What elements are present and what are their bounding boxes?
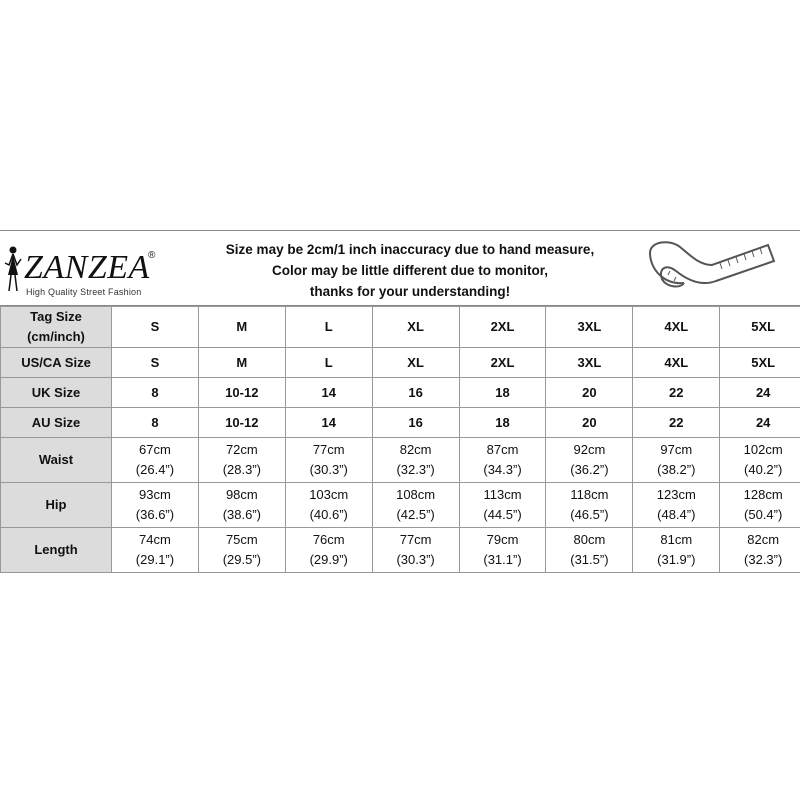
cm-value: 81cm bbox=[660, 532, 693, 547]
disclaimer-note bbox=[205, 239, 615, 302]
size-cell: 10-12 bbox=[198, 378, 285, 408]
registered-mark: ® bbox=[148, 250, 156, 261]
row-label: UK Size bbox=[1, 378, 112, 408]
inch-value: (32.3”) bbox=[744, 552, 783, 567]
size-table bbox=[0, 306, 800, 573]
cm-value: 76cm bbox=[312, 532, 345, 547]
measurement-cell bbox=[112, 528, 199, 573]
cm-value: 123cm bbox=[656, 487, 696, 502]
inch-value: (40.6”) bbox=[309, 507, 348, 522]
brand-tagline: High Quality Street Fashion bbox=[26, 287, 142, 297]
inch-value: (26.4”) bbox=[135, 462, 175, 477]
row-label: Hip bbox=[1, 483, 112, 528]
measurement-cell bbox=[285, 483, 372, 528]
cm-value: 97cm bbox=[660, 442, 693, 457]
size-cell: M bbox=[198, 307, 285, 348]
size-cell: 16 bbox=[372, 378, 459, 408]
size-cell: S bbox=[112, 348, 199, 378]
measurement-cell bbox=[285, 528, 372, 573]
cm-value: 87cm bbox=[486, 442, 519, 457]
measurement-cell bbox=[459, 528, 546, 573]
size-cell: 16 bbox=[372, 408, 459, 438]
measurement-cell bbox=[112, 483, 199, 528]
inch-value: (38.2”) bbox=[657, 462, 696, 477]
size-cell: 20 bbox=[546, 408, 633, 438]
cm-value: 75cm bbox=[225, 532, 258, 547]
brand-logo bbox=[2, 239, 162, 299]
row-label: Tag Size (cm/inch) bbox=[1, 307, 112, 348]
row-label: AU Size bbox=[1, 408, 112, 438]
table-row bbox=[1, 408, 800, 438]
cm-value: 102cm bbox=[743, 442, 783, 457]
size-cell: XL bbox=[372, 307, 459, 348]
measurement-cell bbox=[720, 528, 800, 573]
woman-silhouette-icon bbox=[2, 245, 24, 295]
inch-value: (38.6”) bbox=[222, 507, 261, 522]
cm-value: 103cm bbox=[309, 487, 349, 502]
size-cell: 5XL bbox=[720, 348, 800, 378]
inch-value: (42.5”) bbox=[396, 507, 435, 522]
size-cell: L bbox=[285, 307, 372, 348]
measurement-cell bbox=[372, 528, 459, 573]
cm-value: 67cm bbox=[139, 442, 171, 457]
size-cell: 20 bbox=[546, 378, 633, 408]
measurement-cell bbox=[459, 483, 546, 528]
inch-value: (31.1”) bbox=[483, 552, 522, 567]
measurement-cell bbox=[112, 438, 199, 483]
cm-value: 72cm bbox=[225, 442, 258, 457]
inch-value: (29.9”) bbox=[309, 552, 348, 567]
measurement-cell bbox=[459, 438, 546, 483]
row-label: US/CA Size bbox=[1, 348, 112, 378]
cm-value: 77cm bbox=[312, 442, 345, 457]
measurement-cell bbox=[198, 438, 285, 483]
measuring-tape-icon bbox=[640, 235, 780, 301]
size-cell: 24 bbox=[720, 378, 800, 408]
inch-value: (30.3”) bbox=[309, 462, 348, 477]
measurement-cell bbox=[198, 528, 285, 573]
table-row bbox=[1, 307, 800, 348]
cm-value: 79cm bbox=[486, 532, 519, 547]
measurement-cell bbox=[546, 438, 633, 483]
size-cell: 3XL bbox=[546, 307, 633, 348]
size-cell: M bbox=[198, 348, 285, 378]
table-row bbox=[1, 438, 800, 483]
inch-value: (40.2”) bbox=[744, 462, 783, 477]
inch-value: (50.4”) bbox=[744, 507, 783, 522]
cm-value: 113cm bbox=[483, 487, 522, 502]
size-cell: 14 bbox=[285, 378, 372, 408]
measurement-cell bbox=[372, 438, 459, 483]
measurement-cell bbox=[285, 438, 372, 483]
measurement-cell bbox=[633, 528, 720, 573]
size-cell: S bbox=[112, 307, 199, 348]
size-cell: 22 bbox=[633, 378, 720, 408]
measurement-cell bbox=[372, 483, 459, 528]
size-cell: 14 bbox=[285, 408, 372, 438]
row-label: Waist bbox=[1, 438, 112, 483]
table-row bbox=[1, 528, 800, 573]
inch-value: (31.9”) bbox=[657, 552, 696, 567]
table-row bbox=[1, 483, 800, 528]
cm-value: 77cm bbox=[399, 532, 432, 547]
measurement-cell bbox=[633, 438, 720, 483]
cm-value: 80cm bbox=[573, 532, 606, 547]
measurement-cell bbox=[198, 483, 285, 528]
measurement-cell bbox=[633, 483, 720, 528]
size-cell: 2XL bbox=[459, 307, 546, 348]
size-cell: L bbox=[285, 348, 372, 378]
cm-value: 82cm bbox=[747, 532, 780, 547]
size-chart bbox=[0, 230, 800, 570]
inch-value: (48.4”) bbox=[657, 507, 696, 522]
inch-value: (30.3”) bbox=[396, 552, 435, 567]
table-row bbox=[1, 348, 800, 378]
size-cell: 8 bbox=[112, 378, 199, 408]
size-cell: 2XL bbox=[459, 348, 546, 378]
inch-value: (32.3”) bbox=[396, 462, 435, 477]
note-line: Color may be little different due to monitor, bbox=[271, 263, 549, 278]
size-chart-header bbox=[0, 230, 800, 306]
inch-value: (36.2”) bbox=[570, 462, 609, 477]
measurement-cell bbox=[720, 483, 800, 528]
inch-value: (44.5”) bbox=[483, 507, 522, 522]
cm-value: 92cm bbox=[573, 442, 606, 457]
size-cell: 24 bbox=[720, 408, 800, 438]
inch-value: (36.6”) bbox=[135, 507, 175, 522]
inch-value: (46.5”) bbox=[570, 507, 609, 522]
cm-value: 128cm bbox=[743, 487, 783, 502]
inch-value: (29.1”) bbox=[135, 552, 175, 567]
note-line: thanks for your understanding! bbox=[309, 284, 511, 299]
inch-value: (28.3”) bbox=[222, 462, 261, 477]
size-cell: 4XL bbox=[633, 307, 720, 348]
inch-value: (31.5”) bbox=[570, 552, 609, 567]
row-label: Length bbox=[1, 528, 112, 573]
brand-name: ZANZEA bbox=[24, 249, 150, 286]
cm-value: 98cm bbox=[225, 487, 258, 502]
note-line: Size may be 2cm/1 inch inaccuracy due to hand measure, bbox=[225, 242, 595, 257]
size-cell: XL bbox=[372, 348, 459, 378]
size-cell: 18 bbox=[459, 378, 546, 408]
size-cell: 8 bbox=[112, 408, 199, 438]
size-cell: 18 bbox=[459, 408, 546, 438]
measurement-cell bbox=[546, 528, 633, 573]
size-cell: 5XL bbox=[720, 307, 800, 348]
cm-value: 82cm bbox=[399, 442, 432, 457]
size-cell: 3XL bbox=[546, 348, 633, 378]
cm-value: 93cm bbox=[139, 487, 171, 502]
cm-value: 118cm bbox=[570, 487, 609, 502]
cm-value: 74cm bbox=[139, 532, 171, 547]
measurement-cell bbox=[720, 438, 800, 483]
table-row bbox=[1, 378, 800, 408]
size-cell: 22 bbox=[633, 408, 720, 438]
size-cell: 4XL bbox=[633, 348, 720, 378]
size-cell: 10-12 bbox=[198, 408, 285, 438]
cm-value: 108cm bbox=[396, 487, 436, 502]
inch-value: (34.3”) bbox=[483, 462, 522, 477]
inch-value: (29.5”) bbox=[222, 552, 261, 567]
measurement-cell bbox=[546, 483, 633, 528]
